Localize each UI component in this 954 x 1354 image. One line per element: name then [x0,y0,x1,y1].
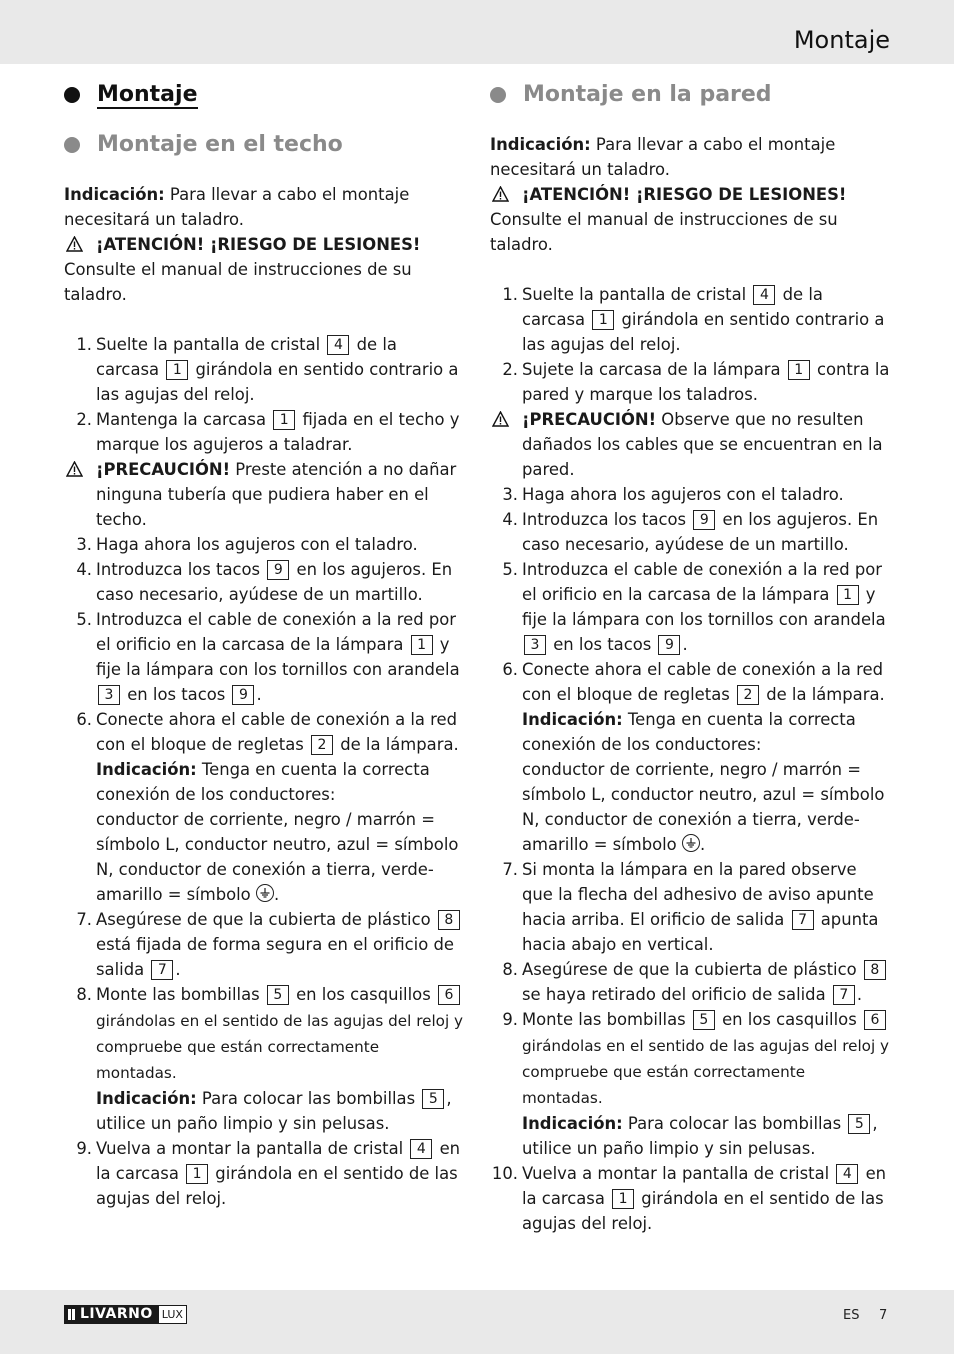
list-item: 8. Asegúrese de que la cubierta de plástico 8 se haya retirado del orificio de salida 7 . [490,957,890,1007]
list-item: 7. Asegúrese de que la cubierta de plástico 8 está fijada de forma segura en el orificio de salida 7 . [64,907,464,982]
ground-symbol-icon [682,834,700,852]
part-number: 3 [524,635,546,655]
part-number: 4 [410,1139,432,1159]
part-number: 1 [837,585,859,605]
part-number: 8 [438,910,460,930]
ground-symbol-icon [256,884,274,902]
part-number: 1 [592,310,614,330]
list-item: 4. Introduzca los tacos 9 en los agujeros. En caso necesario, ayúdese de un martillo. [76,560,453,604]
brand-logo: LIVARNO LUX [64,1305,187,1324]
left-column [64,80,464,1211]
part-number: 7 [151,960,173,980]
part-number: 1 [411,635,433,655]
part-number: 8 [864,960,886,980]
list-item: 1. Suelte la pantalla de cristal 4 de la carcasa 1 girándola en sentido contrario a las agujas del reloj. [76,335,459,404]
page-number: 7 [879,1308,888,1323]
steps-list-ceiling [64,332,464,1211]
list-item: 9. Monte las bombillas 5 en los casquillos 6 girándolas en el sentido de las agujas del reloj y compruebe que están correctamente montadas. Indicación: Para colocar las bombillas 5 , utilice un paño limpio y sin pelusas. [502,1010,889,1158]
main-heading: Montaje [64,80,464,110]
part-number: 9 [232,685,254,705]
part-number: 4 [836,1164,858,1184]
part-number: 4 [327,335,349,355]
part-number: 3 [98,685,120,705]
part-number: 9 [658,635,680,655]
bullet-icon [490,87,506,103]
right-column [490,80,890,1236]
warning-icon [492,411,509,427]
list-item: 6. Conecte ahora el cable de conexión a la red con el bloque de regletas 2 de la lámpara. Indicación: Tenga en cuenta la correcta conexión de los conductores: conductor de corriente, negro / marrón = símbolo L, conductor neutro, azul = símbolo N, conductor de conexión a tierra, verde-amarillo = símbolo . [502,660,885,854]
list-item: 4. Introduzca los tacos 9 en los agujeros. En caso necesario, ayúdese de un martillo. [502,510,879,554]
list-item: 3. Haga ahora los agujeros con el taladro. [502,485,844,504]
warning-icon [66,461,83,477]
page-header [0,0,954,64]
list-item: 7. Si monta la lámpara en la pared observe que la flecha del adhesivo de aviso apunte hacia arriba. El orificio de salida 7 apunta hacia abajo en vertical. [502,860,879,954]
part-number: 6 [864,1010,886,1030]
warning-line: ¡ATENCIÓN! ¡RIESGO DE LESIONES! [490,182,890,207]
list-item: 8. Monte las bombillas 5 en los casquillos 6 girándolas en el sentido de las agujas del reloj y compruebe que están correctamente montadas. Indicación: Para colocar las bombillas 5 , utilice un paño limpio y sin pelusas. [76,985,463,1133]
warning-icon [492,186,509,202]
part-number: 5 [422,1089,444,1109]
part-number: 4 [753,285,775,305]
list-item: 5. Introduzca el cable de conexión a la red por el orificio en la carcasa de la lámpara 1 y fije la lámpara con los tornillos con arandela 3 en los tacos 9 . [76,610,460,704]
warning-line: ¡ATENCIÓN! ¡RIESGO DE LESIONES! [64,232,464,257]
warning-text: Consulte el manual de instrucciones de su taladro. [490,210,838,254]
part-number: 2 [737,685,759,705]
part-number: 2 [311,735,333,755]
header-title: Montaje [793,26,890,54]
page-footer [0,1290,954,1354]
list-item: 2. Sujete la carcasa de la lámpara 1 contra la pared y marque los taladros. [502,360,890,404]
caution-note: ¡PRECAUCIÓN! Observe que no resulten dañados los cables que se encuentran en la pared. [490,407,890,482]
list-item: 9. Vuelva a montar la pantalla de cristal 4 en la carcasa 1 girándola en el sentido de las agujas del reloj. [76,1139,461,1208]
part-number: 7 [833,985,855,1005]
part-number: 1 [166,360,188,380]
logo-mark-icon [68,1305,76,1324]
bullet-icon [64,137,80,153]
list-item: 5. Introduzca el cable de conexión a la red por el orificio en la carcasa de la lámpara 1 y fije la lámpara con los tornillos con arandela 3 en los tacos 9 . [502,560,886,654]
part-number: 5 [848,1114,870,1134]
list-item: 1. Suelte la pantalla de cristal 4 de la carcasa 1 girándola en sentido contrario a las agujas del reloj. [502,285,885,354]
list-item: 10. Vuelva a montar la pantalla de cristal 4 en la carcasa 1 girándola en el sentido de las agujas del reloj. [491,1164,887,1233]
part-number: 5 [693,1010,715,1030]
part-number: 7 [792,910,814,930]
part-number: 5 [267,985,289,1005]
part-number: 1 [612,1189,634,1209]
bullet-icon [64,87,80,103]
steps-list-wall [490,282,890,1236]
section-heading-ceiling: Montaje en el techo [64,130,464,160]
part-number: 6 [438,985,460,1005]
section-heading-wall: Montaje en la pared [490,80,890,110]
note-paragraph: Indicación: Para llevar a cabo el montaje necesitará un taladro. [490,135,836,179]
caution-note: ¡PRECAUCIÓN! Preste atención a no dañar ninguna tubería que pudiera haber en el techo. [64,457,464,532]
list-item: 2. Mantenga la carcasa 1 fijada en el techo y marque los agujeros a taladrar. [76,410,460,454]
list-item: 3. Haga ahora los agujeros con el taladro. [76,535,418,554]
part-number: 9 [267,560,289,580]
warning-text: Consulte el manual de instrucciones de su taladro. [64,260,412,304]
part-number: 1 [273,410,295,430]
list-item: 6. Conecte ahora el cable de conexión a la red con el bloque de regletas 2 de la lámpara. Indicación: Tenga en cuenta la correcta conexión de los conductores: conductor de corriente, negro / marrón = símbolo L, conductor neutro, azul = símbolo N, conductor de conexión a tierra, verde-amarillo = símbolo . [76,710,459,904]
language-code: ES [843,1308,860,1323]
note-paragraph: Indicación: Para llevar a cabo el montaje necesitará un taladro. [64,185,410,229]
warning-icon [66,236,83,252]
part-number: 1 [788,360,810,380]
part-number: 9 [693,510,715,530]
part-number: 1 [186,1164,208,1184]
